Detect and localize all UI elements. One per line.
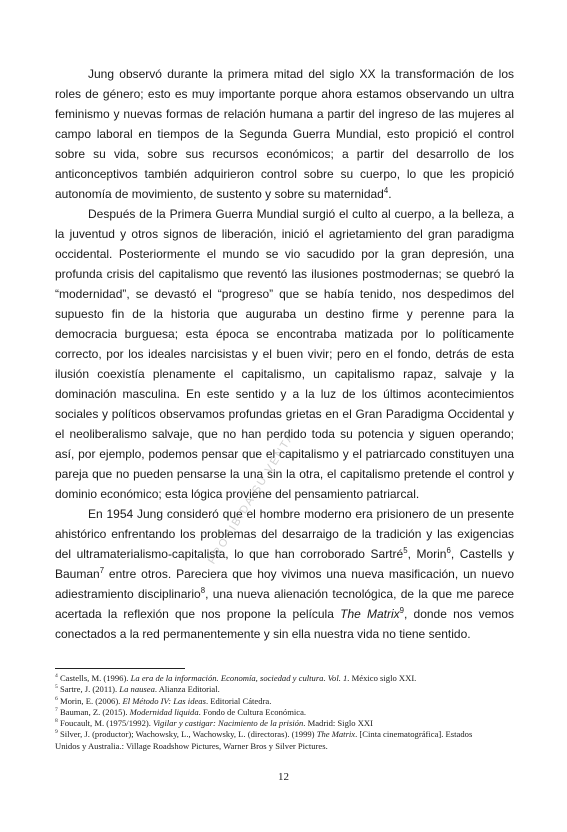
watermark: PROHIBIDA SU VENTA: [206, 430, 298, 567]
footnote-text: México siglo XXI.: [349, 673, 417, 683]
paragraph-text: entre otros. Pareciera que hoy vivimos una nueva masificación, un nuevo adiestramiento disciplinario: [55, 567, 514, 601]
footnote-title: The Matrix: [316, 729, 356, 740]
footnote-text: Sartre, J. (2011).: [57, 684, 120, 695]
footnote-title: Modernidad liquida: [129, 706, 199, 717]
paragraph-2: [55, 204, 514, 504]
footnote-ref-9[interactable]: 9: [399, 606, 404, 615]
footnote-ref-7[interactable]: 7: [99, 566, 105, 575]
footnotes: [55, 673, 475, 752]
footnote-number: 7: [55, 707, 58, 714]
footnote-number: 4: [55, 673, 58, 680]
footnote-text: Morin, E. (2006).: [57, 695, 123, 706]
footnote-title: El Método IV: Las ideas: [122, 695, 206, 706]
paragraph-text: , Morin: [407, 547, 447, 561]
footnote-text: . Editorial Cátedra.: [205, 695, 272, 706]
footnote-text: Bauman, Z. (2015).: [57, 706, 130, 717]
footnote-number: 8: [55, 718, 58, 725]
footnote-4: [55, 673, 475, 684]
footnote-ref-5[interactable]: 5: [403, 546, 408, 555]
footnote-8: [55, 718, 475, 729]
footnote-7: [55, 707, 475, 718]
footnote-text: Silver, J. (productor); Wachowsky, L., Wachowsky, L. (directoras). (1999): [57, 729, 317, 740]
footnote-number: 9: [55, 729, 58, 736]
footnote-divider: [55, 668, 185, 669]
body-text: [55, 64, 514, 644]
footnote-6: [55, 696, 475, 707]
paragraph-text: Jung observó durante la primera mitad del siglo XX la transformación de los roles de género; esto es muy importante porque ahora estamos observando un ultra feminismo y nuevas formas de relación humana a partir del ingreso de las mujeres al campo laboral en tiempos de la Segunda Guerra Mundial, esto propició el control sobre su vida, sobre sus recursos económicos; a partir del desarrollo de los anticonceptivos también adquirieron control sobre su cuerpo, lo que les propició autonomía de movimiento, de sustento y sobre su maternidad: [55, 67, 514, 201]
footnote-title: Vigilar y castigar: Nacimiento de la prisión: [153, 718, 304, 729]
paragraph-1: [55, 64, 514, 204]
footnote-text: . Madrid: Siglo XXI: [303, 718, 373, 729]
paragraph-text: , una nueva alienación tecnológica, de la que me parece acertada la reflexión que nos propone la película: [55, 587, 514, 621]
footnote-ref-6[interactable]: 6: [446, 546, 451, 555]
paragraph-3: [55, 504, 514, 644]
footnote-text: . [Cinta cinematográfica]. Estados Unidos y Australia.: Village Roadshow Pictures, Warner Bros y Silver Pictures.: [55, 729, 473, 751]
footnote-title: La nausea: [119, 684, 155, 695]
footnote-ref-4[interactable]: 4: [383, 186, 389, 195]
paragraph-text: En 1954 Jung consideró que el hombre moderno era prisionero de un presente ahistórico enfrentando los problemas del desarraigo de la tradición y las exigencias del ultramaterialismo-capitalista, lo que han corroborado Sartré: [55, 507, 514, 561]
paragraph-text: .: [388, 187, 392, 201]
paragraph-text: Después de la Primera Guerra Mundial surgió el culto al cuerpo, a la belleza, a la juventud y otros signos de liberación, inició el agrietamiento del gran paradigma occidental. Posteriormente el mundo se vio sacudido por la gran depresión, una profunda crisis del capitalismo que reventó las ilusiones postmodernas; se quebró la “modernidad”, se devastó el “progreso” que se había tenido, nos despedimos del supuesto fin de la historia que auguraba un destino firme y perenne para la democracia burguesa; esta época se encontraba matizada por lo políticamente correcto, por los ideales narcisistas y el buen vivir; pero en el fondo, detrás de esta ilusión coexistía plenamente el capitalismo, un capitalismo rapaz, salvaje y la dominación masculina. En este sentido y a la luz de los últimos acontecimientos sociales y políticos observamos profundas grietas en el Gran Paradigma Occidental y el neoliberalismo salvaje, que no han perdido toda su potencia y siguen operando; así, por ejemplo, podemos pensar que el capitalismo y el patriarcado constituyen una pareja que no pueden pensarse la una sin la otra, el capitalismo pretende el control y dominio económico; esta lógica proviene del pensamiento patriarcal.: [55, 207, 514, 501]
footnote-5: [55, 684, 475, 695]
paragraph-text: , donde nos vemos conectados a la red permanentemente y sin ella nuestra vida no tiene sentido.: [55, 607, 514, 641]
footnote-number: 5: [55, 684, 58, 691]
footnote-text: . Fondo de Cultura Económica.: [198, 706, 307, 717]
footnote-text: . Alianza Editorial.: [154, 684, 220, 695]
footnote-ref-8[interactable]: 8: [200, 586, 206, 595]
film-title: The Matrix: [340, 607, 400, 621]
page-number: 12: [278, 771, 289, 783]
footnote-9: [55, 729, 475, 752]
footnote-text: Castells, M. (1996).: [57, 673, 131, 683]
footnote-title: La era de la información. Economía, sociedad y cultura. Vol. 1.: [130, 673, 350, 683]
paragraph-text: , Castells y Bauman: [55, 547, 514, 581]
footnote-text: Foucault, M. (1975/1992).: [57, 718, 154, 729]
footnote-number: 6: [55, 695, 58, 702]
